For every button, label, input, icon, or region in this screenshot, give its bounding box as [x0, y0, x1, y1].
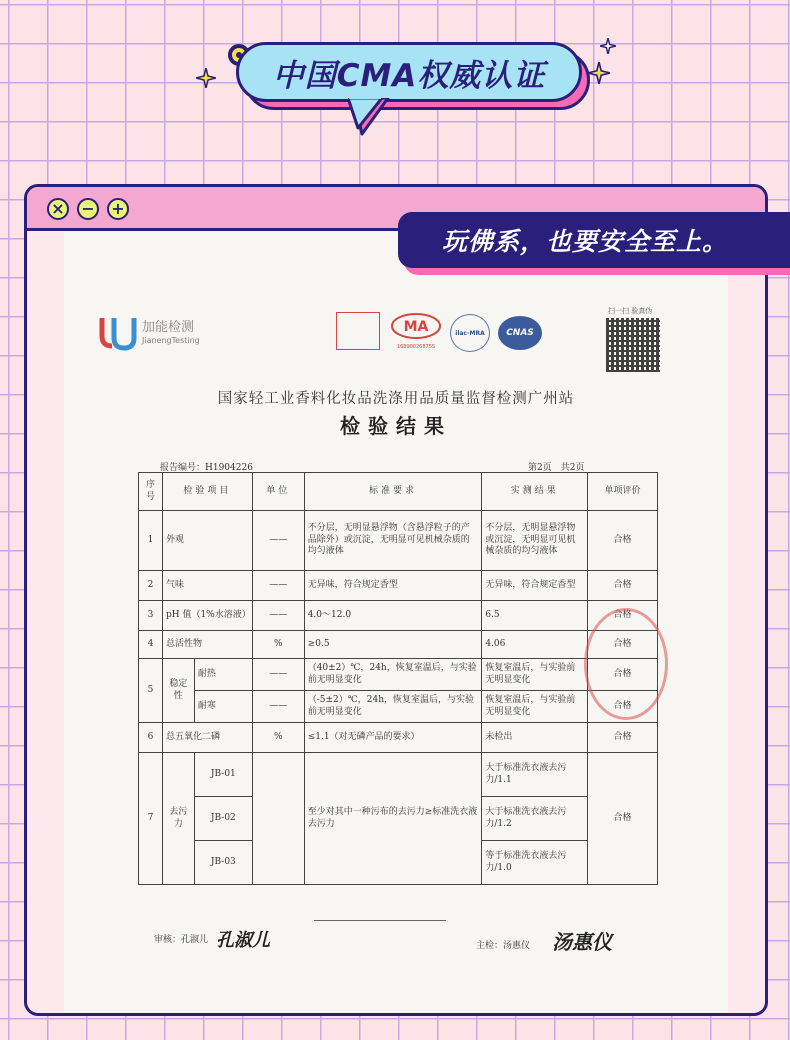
cell-code: JB-03 — [194, 841, 252, 885]
cell-result: 恢复室温后，与实验前无明显变化 — [482, 659, 588, 691]
table-row — [139, 631, 658, 659]
red-seal-stamp — [584, 608, 668, 720]
speech-tail-icon — [348, 98, 408, 138]
tagline-text: 玩佛系，也要安全至上。 — [442, 227, 729, 256]
cell-unit — [252, 753, 304, 885]
cell-eval: 合格 — [588, 659, 658, 691]
table-header-row — [139, 473, 658, 511]
table-row — [139, 753, 658, 797]
qr-label: 扫一扫 验真伪 — [608, 307, 653, 315]
cell-result: 等于标准洗衣液去污力/1.0 — [482, 841, 588, 885]
cell-standard: ≥0.5 — [304, 631, 482, 659]
ilac-label: ilac-MRA — [455, 329, 485, 337]
inspector-label: 主检：汤惠仪 — [476, 941, 531, 951]
table-row — [139, 691, 658, 723]
cell-item: 总活性物 — [162, 631, 252, 659]
cell-result: 不分层，无明显悬浮物或沉淀，无明显可见机械杂质的均匀液体 — [482, 511, 588, 571]
cell-eval: 合格 — [588, 511, 658, 571]
cell-unit: —— — [252, 601, 304, 631]
cell-standard: 不分层，无明显悬浮物（含悬浮粒子的产品除外）或沉淀，无明显可见机械杂质的均匀液体 — [304, 511, 482, 571]
cell-standard: 无异味，符合规定香型 — [304, 571, 482, 601]
cell-no: 7 — [139, 753, 163, 885]
page-number: 第2页 共2页 — [528, 463, 585, 473]
testing-logo — [98, 314, 248, 354]
cnas-mark — [498, 316, 542, 350]
logo-name: 加能检测 — [142, 320, 195, 335]
cell-item: 外观 — [162, 511, 252, 571]
cell-unit: % — [252, 723, 304, 753]
cell-no: 4 — [139, 631, 163, 659]
cell-result: 未检出 — [482, 723, 588, 753]
cell-no: 3 — [139, 601, 163, 631]
cell-standard: （-5±2）℃，24h，恢复室温后，与实验前无明显变化 — [304, 691, 482, 723]
cell-result: 大于标准洗衣液去污力/1.2 — [482, 797, 588, 841]
header-cell: 序号 — [139, 473, 163, 511]
cell-standard: （40±2）℃，24h，恢复室温后，与实验前无明显变化 — [304, 659, 482, 691]
cell-no: 2 — [139, 571, 163, 601]
header-cell: 单位 — [252, 473, 304, 511]
cell-eval: 合格 — [588, 601, 658, 631]
cell-subitem: 耐热 — [194, 659, 252, 691]
signature-divider — [314, 920, 446, 921]
cell-unit: —— — [252, 571, 304, 601]
svg-text:MA: MA — [403, 319, 429, 335]
sparkle-icon — [196, 68, 216, 88]
cell-no: 6 — [139, 723, 163, 753]
cell-standard: 4.0～12.0 — [304, 601, 482, 631]
table-row — [139, 511, 658, 571]
banner-title: 中国CMA权威认证 — [272, 57, 546, 94]
close-button[interactable]: × — [47, 198, 69, 220]
auditor-label: 审核：孔淑儿 — [154, 935, 209, 945]
tagline-ribbon — [398, 212, 790, 268]
cell-eval: 合格 — [588, 753, 658, 885]
inspector-signature: 汤惠仪 — [552, 930, 612, 954]
cell-unit: —— — [252, 659, 304, 691]
maximize-button[interactable]: + — [107, 198, 129, 220]
cell-eval: 合格 — [588, 571, 658, 601]
cell-eval: 合格 — [588, 631, 658, 659]
test-report-document — [64, 232, 728, 1013]
cell-unit: % — [252, 631, 304, 659]
header-cell: 标准要求 — [304, 473, 482, 511]
ilac-mark — [450, 314, 490, 352]
title-banner — [236, 40, 592, 140]
doc-title: 检验结果 — [340, 414, 452, 438]
table-row — [139, 659, 658, 691]
table-row — [139, 601, 658, 631]
cell-subitem: 耐寒 — [194, 691, 252, 723]
cell-eval: 合格 — [588, 723, 658, 753]
cell-item: 总五氧化二磷 — [162, 723, 252, 753]
cell-item: 气味 — [162, 571, 252, 601]
cell-standard: 至少对其中一种污布的去污力≥标准洗衣液去污力 — [304, 753, 482, 885]
cqiso-seal — [336, 312, 380, 350]
cell-eval: 合格 — [588, 691, 658, 723]
cell-unit: —— — [252, 691, 304, 723]
cell-result: 4.06 — [482, 631, 588, 659]
cell-group: 稳定性 — [162, 659, 194, 723]
table-row — [139, 723, 658, 753]
header-cell: 实测结果 — [482, 473, 588, 511]
header-cell: 检验项目 — [162, 473, 252, 511]
org-title: 国家轻工业香料化妆品洗涤用品质量监督检测广州站 — [217, 391, 575, 407]
cma-logo-icon — [390, 312, 442, 340]
cell-code: JB-02 — [194, 797, 252, 841]
results-table — [138, 472, 658, 885]
cell-result: 恢复室温后，与实验前无明显变化 — [482, 691, 588, 723]
minimize-button[interactable]: − — [77, 198, 99, 220]
cma-mark — [390, 312, 442, 352]
cell-result: 无异味，符合规定香型 — [482, 571, 588, 601]
cell-standard: ≤1.1（对无磷产品的要求） — [304, 723, 482, 753]
cell-item: pH 值（1%水溶液） — [162, 601, 252, 631]
cell-result: 6.5 — [482, 601, 588, 631]
table-row — [139, 571, 658, 601]
cell-no: 1 — [139, 511, 163, 571]
report-number: 报告编号：H1904226 — [160, 463, 253, 473]
qr-code-icon[interactable] — [606, 318, 660, 372]
sparkle-icon — [600, 38, 616, 54]
cell-no: 5 — [139, 659, 163, 723]
logo-name-en: JianengTesting — [142, 336, 200, 345]
cma-number: 16890026875S — [396, 344, 436, 350]
cell-code: JB-01 — [194, 753, 252, 797]
auditor-signature: 孔淑儿 — [216, 930, 270, 951]
cnas-label: CNAS — [506, 328, 534, 338]
header-cell: 单项评价 — [588, 473, 658, 511]
cell-result: 大于标准洗衣液去污力/1.1 — [482, 753, 588, 797]
cell-group: 去污力 — [162, 753, 194, 885]
jianeng-logo-icon — [98, 314, 138, 352]
cell-unit: —— — [252, 511, 304, 571]
